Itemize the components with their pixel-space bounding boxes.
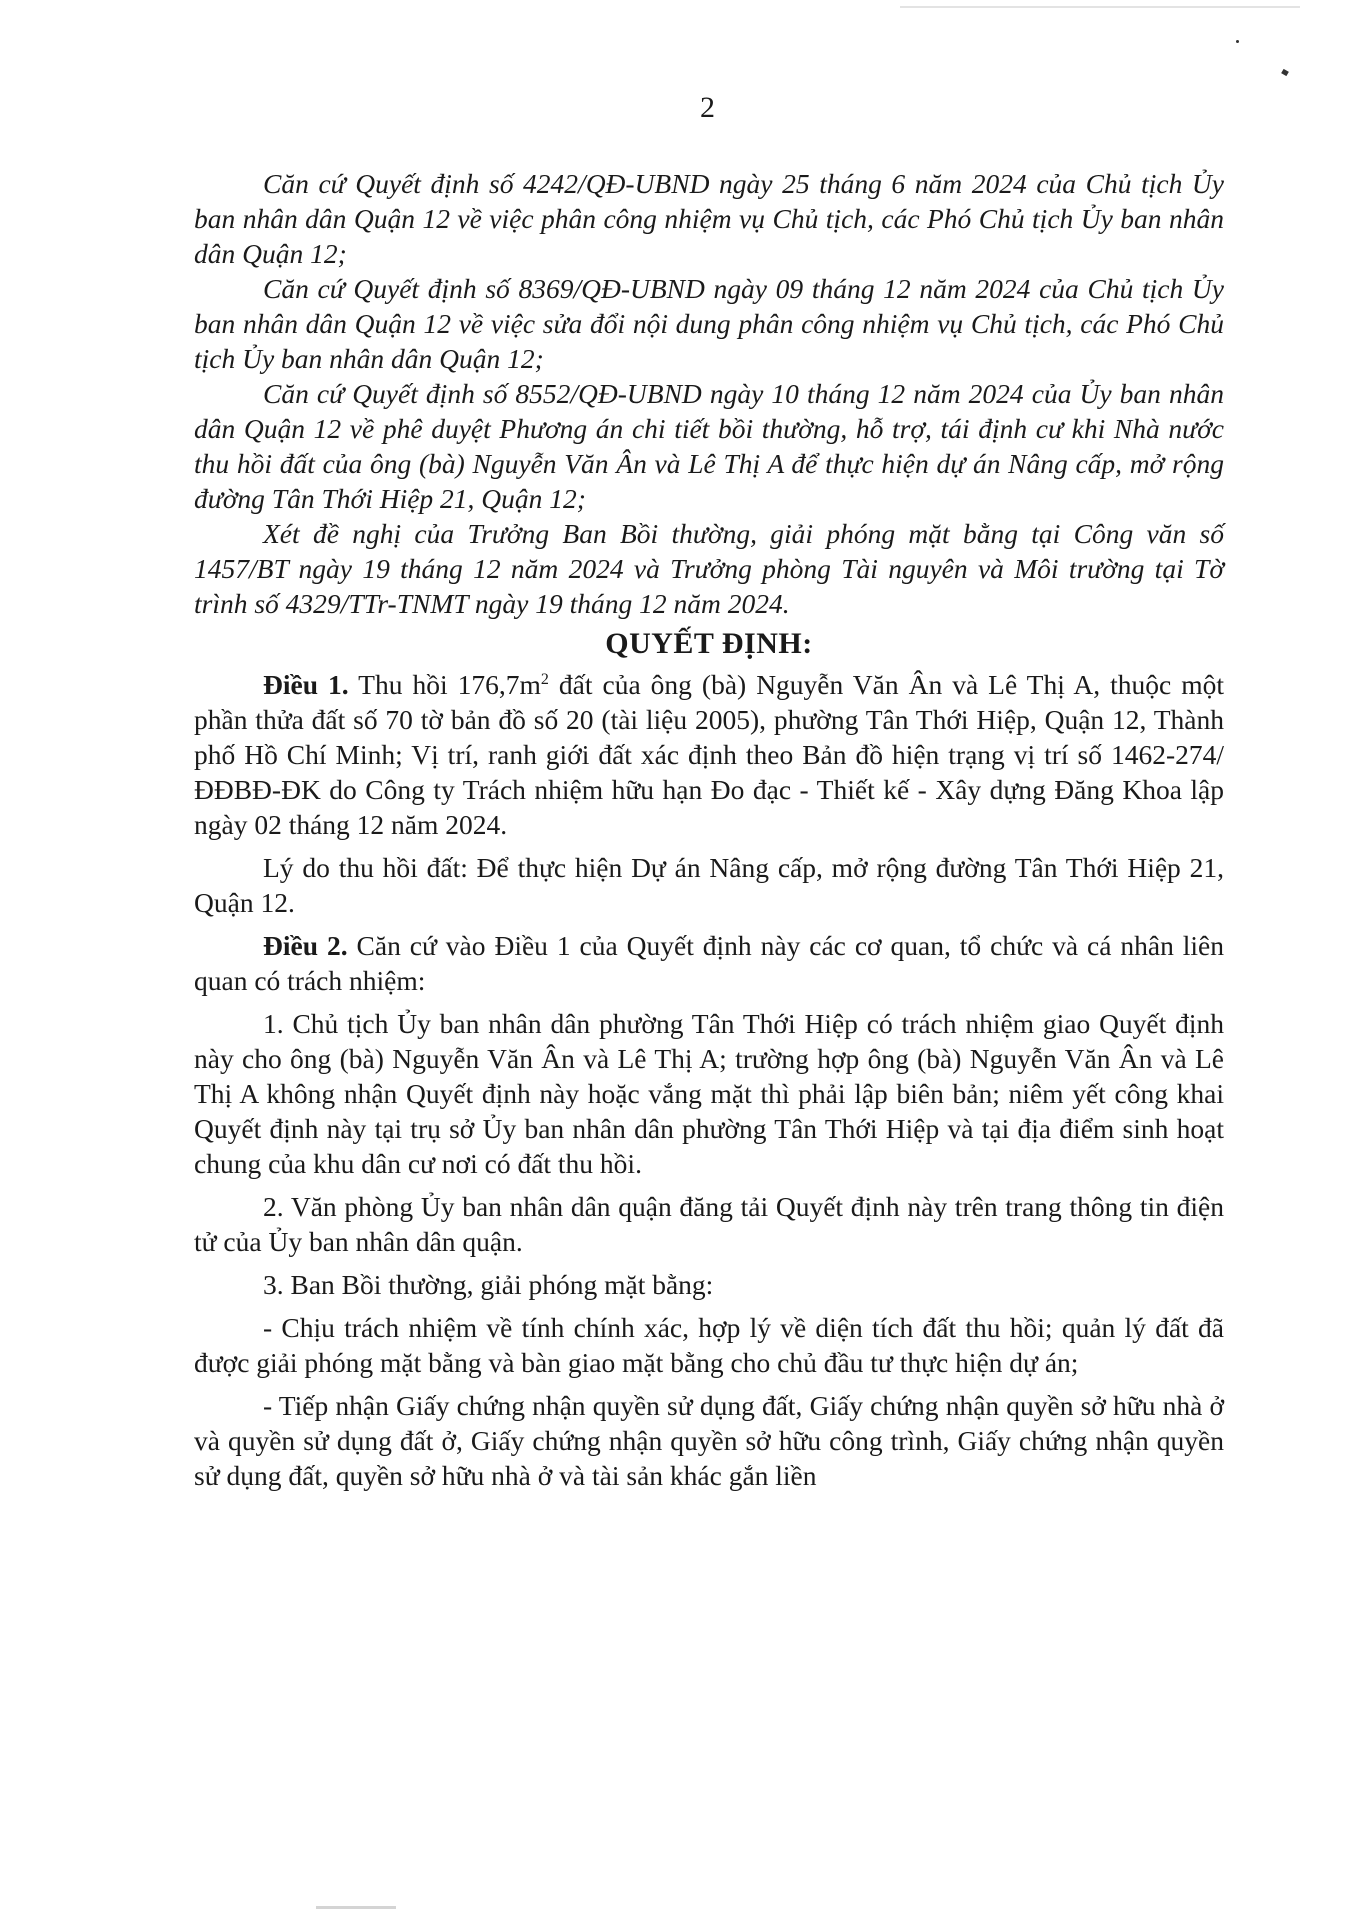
preamble-paragraph: Căn cứ Quyết định số 8369/QĐ-UBND ngày 09 tháng 12 năm 2024 của Chủ tịch Ủy ban nhân dân Quận 12 về việc sửa đổi nội dung phân công nhiệm vụ Chủ tịch, các Phó Chủ tịch Ủy ban nhân dân Quận 12; bbox=[194, 273, 1224, 374]
article-2-item: 2. Văn phòng Ủy ban nhân dân quận đăng tải Quyết định này trên trang thông tin điện tử của Ủy ban nhân dân quận. bbox=[194, 1191, 1224, 1257]
scan-edge-line bbox=[900, 6, 1300, 8]
article-1-paragraph bbox=[194, 667, 1224, 842]
article-1-reason: Lý do thu hồi đất: Để thực hiện Dự án Nâng cấp, mở rộng đường Tân Thới Hiệp 21, Quận 12. bbox=[194, 852, 1224, 918]
page-number: 2 bbox=[700, 91, 715, 124]
article-1-label: Điều 1. bbox=[263, 669, 349, 700]
preamble-paragraph: Căn cứ Quyết định số 8552/QĐ-UBND ngày 10 tháng 12 năm 2024 của Ủy ban nhân dân Quận 12 về phê duyệt Phương án chi tiết bồi thường, hỗ trợ, tái định cư khi Nhà nước thu hồi đất của ông (bà) Nguyễn Văn Ân và Lê Thị A để thực hiện dự án Nâng cấp, mở rộng đường Tân Thới Hiệp 21, Quận 12; bbox=[194, 378, 1224, 514]
article-2-text: Căn cứ vào Điều 1 của Quyết định này các cơ quan, tổ chức và cá nhân liên quan có trách nhiệm: bbox=[194, 930, 1225, 996]
article-2-label: Điều 2. bbox=[263, 930, 348, 961]
preamble-paragraph: Căn cứ Quyết định số 4242/QĐ-UBND ngày 25 tháng 6 năm 2024 của Chủ tịch Ủy ban nhân dân Quận 12 về việc phân công nhiệm vụ Chủ tịch, các Phó Chủ tịch Ủy ban nhân dân Quận 12; bbox=[194, 168, 1224, 269]
article-2-item: 1. Chủ tịch Ủy ban nhân dân phường Tân Thới Hiệp có trách nhiệm giao Quyết định này cho ông (bà) Nguyễn Văn Ân và Lê Thị A; trường hợp ông (bà) Nguyễn Văn Ân và Lê Thị A không nhận Quyết định này hoặc vắng mặt thì phải lập biên bản; niêm yết công khai Quyết định này tại trụ sở Ủy ban nhân dân phường Tân Thới Hiệp và tại địa điểm sinh hoạt chung của khu dân cư nơi có đất thu hồi. bbox=[194, 1008, 1224, 1179]
scan-speck bbox=[1281, 69, 1289, 76]
document-body bbox=[194, 166, 1224, 1501]
article-2-subitem: - Chịu trách nhiệm về tính chính xác, hợp lý về diện tích đất thu hồi; quản lý đất đã được giải phóng mặt bằng và bàn giao mặt bằng cho chủ đầu tư thực hiện dự án; bbox=[194, 1312, 1224, 1378]
article-2-subitem: - Tiếp nhận Giấy chứng nhận quyền sử dụng đất, Giấy chứng nhận quyền sở hữu nhà ở và quyền sử dụng đất ở, Giấy chứng nhận quyền sở hữu công trình, Giấy chứng nhận quyền sử dụng đất, quyền sở hữu nhà ở và tài sản khác gắn liền bbox=[194, 1390, 1224, 1491]
article-1-text: Thu hồi 176,7m bbox=[348, 669, 541, 700]
article-2-paragraph bbox=[194, 928, 1224, 998]
preamble-paragraph: Xét đề nghị của Trưởng Ban Bồi thường, giải phóng mặt bằng tại Công văn số 1457/BT ngày 19 tháng 12 năm 2024 và Trưởng phòng Tài nguyên và Môi trường tại Tờ trình số 4329/TTr-TNMT ngày 19 tháng 12 năm 2024. bbox=[194, 518, 1224, 619]
scan-bottom-mark bbox=[316, 1906, 396, 1909]
decision-heading: QUYẾT ĐỊNH: bbox=[605, 627, 813, 660]
article-2-item: 3. Ban Bồi thường, giải phóng mặt bằng: bbox=[263, 1269, 714, 1300]
superscript: 2 bbox=[540, 670, 549, 688]
scan-speck bbox=[1236, 40, 1239, 43]
article-1-text-cont: đất của ông (bà) Nguyễn Văn Ân và Lê Thị A, thuộc một phần thửa đất số 70 tờ bản đồ số 20 (tài liệu 2005), phường Tân Thới Hiệp, Quận 12, Thành phố Hồ Chí Minh; Vị trí, ranh giới đất xác định theo Bản đồ hiện trạng vị trí số 1462-274/ĐĐBĐ-ĐK do Công ty Trách nhiệm hữu hạn Đo đạc - Thiết kế - Xây dựng Đăng Khoa lập ngày 02 tháng 12 năm 2024. bbox=[194, 669, 1224, 840]
